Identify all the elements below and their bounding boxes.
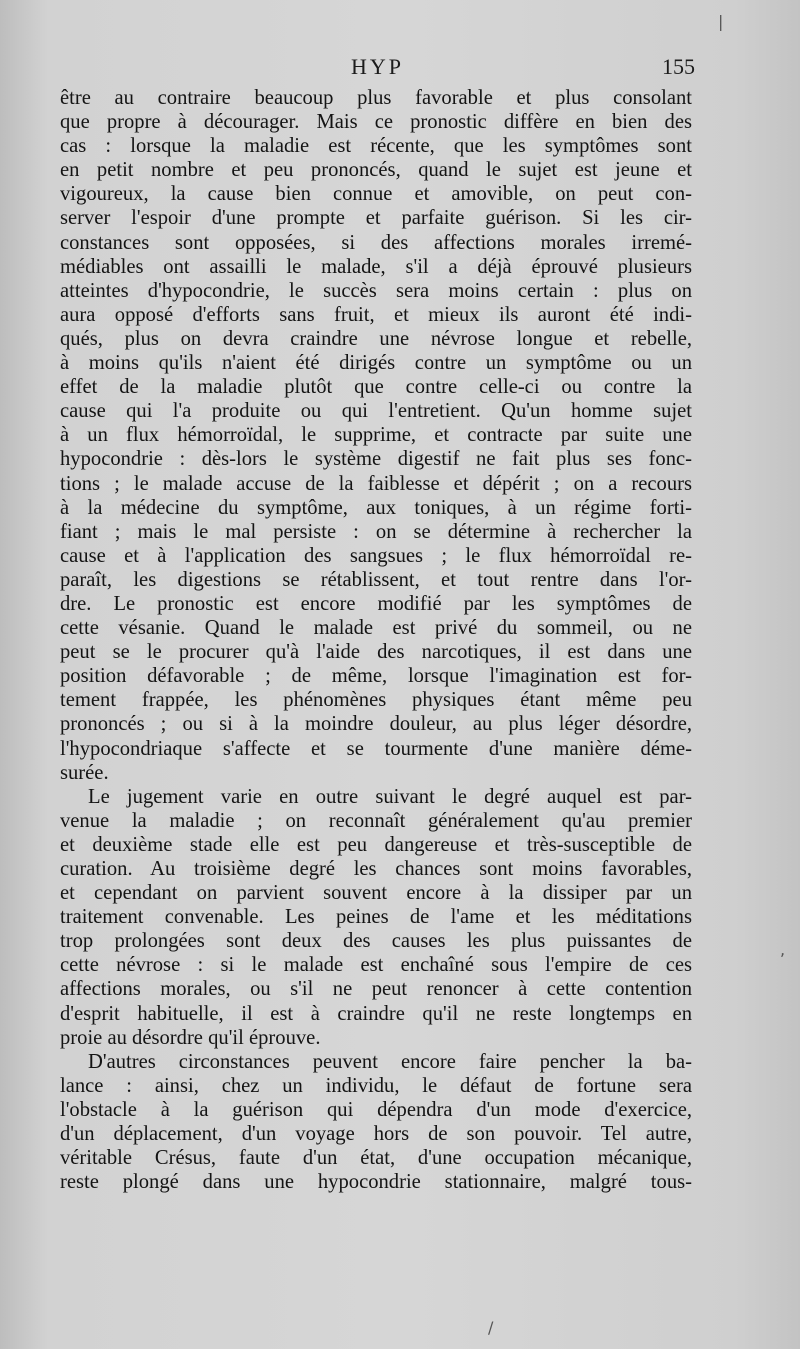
margin-mark: , [780,940,786,959]
text-line: peut se le procurer qu'à l'aide des narcotiques, il est dans une [60,641,692,664]
text-line: vigoureux, la cause bien connue et amovible, on peut con- [60,183,692,206]
text-line: Le jugement varie en outre suivant le degré auquel est par- [88,785,692,808]
text-line: surée. [60,761,109,784]
text-line: D'autres circonstances peuvent encore faire pencher la ba- [88,1050,692,1073]
paragraph [60,1050,692,1195]
text-line: affections morales, ou s'il ne peut renoncer à cette contention [60,978,692,1001]
text-line: venue la maladie ; on reconnaît généralement qu'au premier [60,809,692,832]
text-line: atteintes d'hypocondrie, le succès sera moins certain : plus on [60,279,692,302]
paragraph [60,785,692,1050]
text-line: reste plongé dans une hypocondrie stationnaire, malgré tous- [60,1171,692,1194]
text-line: position défavorable ; de même, lorsque l'imagination est for- [60,665,692,688]
text-line: d'un déplacement, d'un voyage hors de son pouvoir. Tel autre, [60,1123,692,1146]
text-line: à moins qu'ils n'aient été dirigés contre un symptôme ou un [60,352,692,375]
text-line: trop prolongées sont deux des causes les plus puissantes de [60,930,692,953]
text-line: effet de la maladie plutôt que contre celle-ci ou contre la [60,376,692,399]
text-line: constances sont opposées, si des affections morales irremé- [60,231,692,254]
paragraph [60,86,692,785]
text-line: que propre à décourager. Mais ce pronostic diffère en bien des [60,111,692,134]
text-line: cause qui l'a produite ou qui l'entretient. Qu'un homme sujet [60,400,692,423]
text-line: dre. Le pronostic est encore modifié par les symptômes de [60,592,692,615]
text-line: à un flux hémorroïdal, le supprime, et contracte par suite une [60,424,692,447]
text-line: paraît, les digestions se rétablissent, et tout rentre dans l'or- [60,568,692,591]
text-line: hypocondrie : dès-lors le système digestif ne fait plus ses fonc- [60,448,692,471]
text-line: médiables ont assailli le malade, s'il a déjà éprouvé plusieurs [60,255,692,278]
text-line: cause et à l'application des sangsues ; le flux hémorroïdal re- [60,544,692,567]
margin-mark: / [488,1318,494,1337]
text-line: fiant ; mais le mal persiste : on se détermine à rechercher la [60,520,692,543]
text-line: aura opposé d'efforts sans fruit, et mieux ils auront été indi- [60,303,692,326]
margin-mark: | [718,12,724,31]
text-line: d'esprit habituelle, il est à craindre qu'il ne reste longtemps en [60,1002,692,1025]
body-text [60,86,692,1194]
page-header [60,50,695,84]
text-line: à la médecine du symptôme, aux toniques, à un régime forti- [60,496,692,519]
text-line: l'obstacle à la guérison qui dépendra d'un mode d'exercice, [60,1098,692,1121]
text-line: qués, plus on devra craindre une névrose longue et rebelle, [60,327,692,350]
text-line: traitement convenable. Les peines de l'ame et les méditations [60,906,692,929]
running-head: HYP [350,54,404,79]
text-line: tions ; le malade accuse de la faiblesse et dépérit ; on a recours [60,472,692,495]
text-line: en petit nombre et peu prononcés, quand le sujet est jeune et [60,159,692,182]
page-number: 155 [662,54,695,79]
text-line: et cependant on parvient souvent encore à la dissiper par un [60,882,692,905]
text-line: prononcés ; ou si à la moindre douleur, au plus léger désordre, [60,713,692,736]
text-line: curation. Au troisième degré les chances sont moins favorables, [60,858,692,880]
text-line: l'hypocondriaque s'affecte et se tourmente d'une manière déme- [60,737,692,760]
text-line: être au contraire beaucoup plus favorable et plus consolant [60,87,692,109]
text-line: lance : ainsi, chez un individu, le défaut de fortune sera [60,1074,692,1097]
text-line: et deuxième stade elle est peu dangereuse et très-susceptible de [60,833,692,856]
text-line: cas : lorsque la maladie est récente, que les symptômes sont [60,135,692,158]
text-line: server l'espoir d'une prompte et parfaite guérison. Si les cir- [60,207,692,230]
text-line: véritable Crésus, faute d'un état, d'une occupation mécanique, [60,1147,692,1170]
text-line: cette vésanie. Quand le malade est privé du sommeil, ou ne [60,617,692,640]
text-line: proie au désordre qu'il éprouve. [60,1026,321,1049]
text-line: cette névrose : si le malade est enchaîné sous l'empire de ces [60,954,692,977]
text-line: tement frappée, les phénomènes physiques étant même peu [60,689,692,712]
